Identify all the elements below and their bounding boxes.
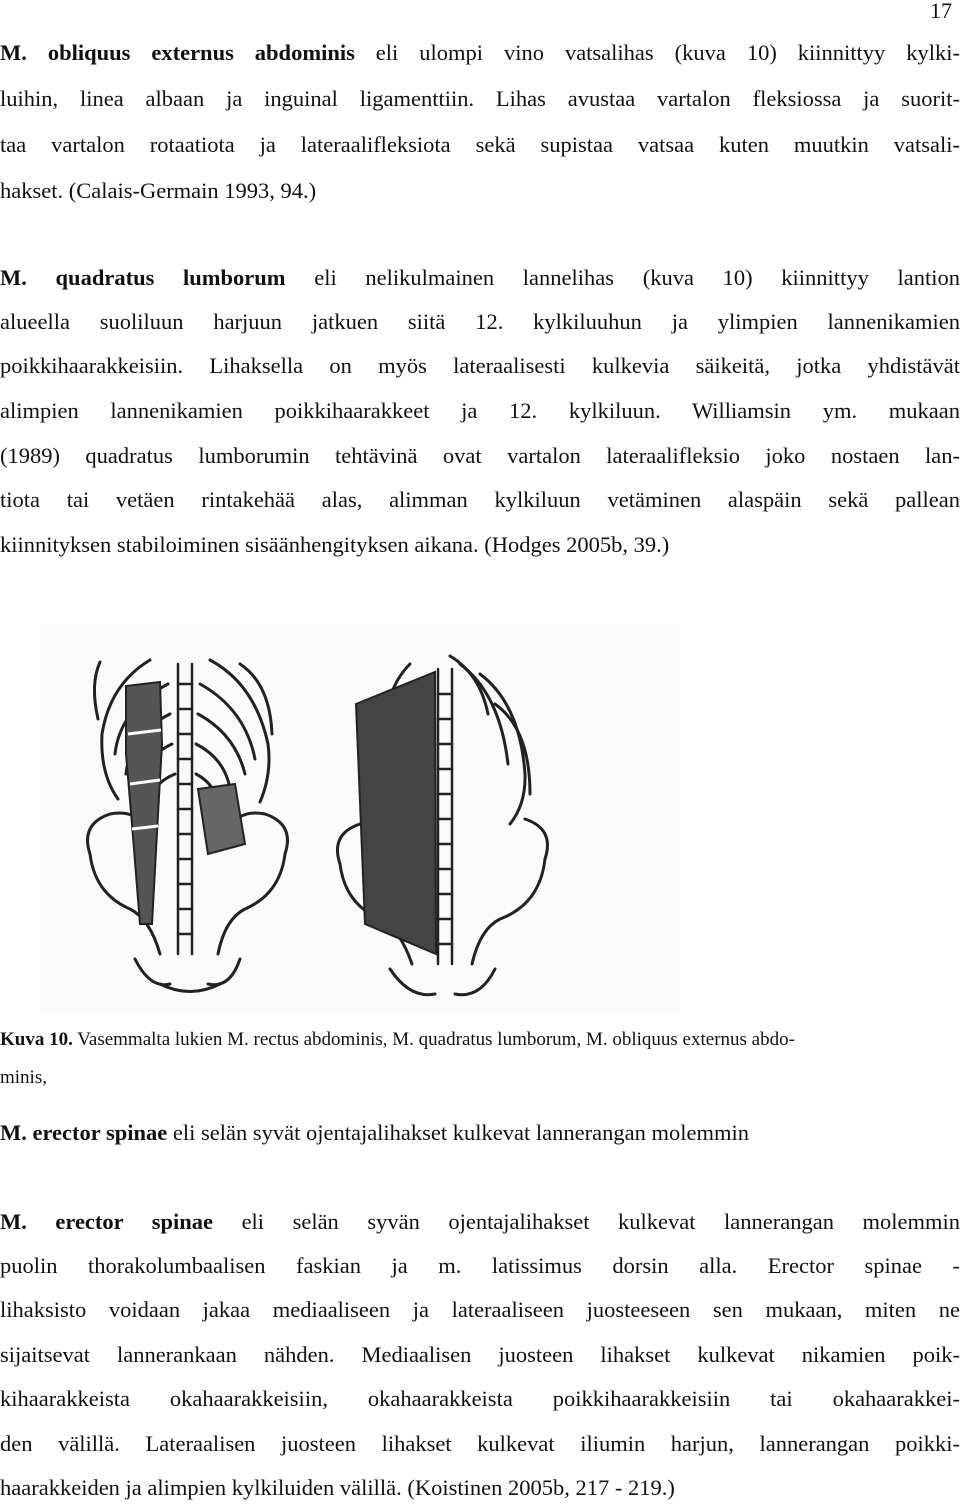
erector-heading-line: M. erector spinae eli selän syvät ojentajalihakset kulkevat lannerangan molemmin (0, 1120, 749, 1145)
text-line: luihin, linea albaan ja inguinal ligamenttiin. Lihas avustaa vartalon fleksiossa ja suorit- (0, 86, 960, 111)
term-erector: M. erector spinae (0, 1209, 214, 1234)
figure-caption: Kuva 10. Vasemmalta lukien M. rectus abdominis, M. quadratus lumborum, M. obliquus externus abdo- (0, 1029, 795, 1050)
text-line: kiinnityksen stabiloiminen sisäänhengityksen aikana. (Hodges 2005b, 39.) (0, 532, 670, 557)
text-line: puolin thorakolumbaalisen faskian ja m. latissimus dorsin alla. Erector spinae - (0, 1253, 960, 1278)
text-line: hakset. (Calais-Germain 1993, 94.) (0, 178, 317, 203)
obliquus-externus (356, 672, 436, 954)
caption-label: Kuva 10. (0, 1029, 73, 1050)
quadratus-lumborum (198, 784, 245, 854)
text-line: M. obliquus externus abdominis eli ulompi vino vatsalihas (kuva 10) kiinnittyy kylki- (0, 40, 960, 65)
text-line: alimpien lannenikamien poikkihaarakkeet ja 12. kylkiluun. Williamsin ym. mukaan (0, 398, 960, 423)
left-spine (178, 664, 192, 954)
text-line: (1989) quadratus lumborumin tehtävinä ovat vartalon lateraalifleksio joko nostaen lan- (0, 443, 960, 468)
text-line: haarakkeiden ja alimpien kylkiluiden välillä. (Koistinen 2005b, 217 - 219.) (0, 1475, 675, 1500)
term-erector-heading: M. erector spinae (0, 1120, 168, 1145)
anatomy-figure (40, 624, 680, 1012)
text-line: sijaitsevat lannerankaan nähden. Mediaalisen juosteen lihakset kulkevat nikamien poik- (0, 1342, 960, 1367)
text-line: kihaarakkeista okahaarakkeisiin, okahaarakkeista poikkihaarakkeisiin tai okahaarakkei- (0, 1386, 960, 1411)
figure-caption-cont: minis, (0, 1067, 47, 1088)
rectus-abdominis (126, 682, 162, 924)
right-spine (438, 669, 452, 964)
text-line: tiota tai vetäen rintakehää alas, alimman kylkiluun vetäminen alaspäin sekä pallean (0, 487, 960, 512)
anatomy-drawings (40, 624, 680, 1012)
term-quadratus: M. quadratus lumborum (0, 265, 286, 290)
term-obliquus: M. obliquus externus abdominis (0, 40, 355, 65)
page-number: 17 (930, 0, 952, 23)
text-line: taa vartalon rotaatiota ja lateraalifleksiota sekä supistaa vatsaa kuten muutkin vatsali- (0, 132, 960, 157)
text-line: M. quadratus lumborum eli nelikulmainen lannelihas (kuva 10) kiinnittyy lantion (0, 265, 960, 290)
text-line: alueella suoliluun harjuun jatkuen siitä 12. kylkiluuhun ja ylimpien lannenikamien (0, 309, 960, 334)
text-line: den välillä. Lateraalisen juosteen lihakset kulkevat iliumin harjun, lannerangan poikki- (0, 1431, 960, 1456)
text-line: lihaksisto voidaan jakaa mediaaliseen ja lateraaliseen juosteeseen sen mukaan, miten ne (0, 1297, 960, 1322)
text-line: poikkihaarakkeisiin. Lihaksella on myös lateraalisesti kulkevia säikeitä, jotka yhdistävät (0, 353, 960, 378)
text-line: M. erector spinae eli selän syvän ojentajalihakset kulkevat lannerangan molemmin (0, 1209, 960, 1234)
